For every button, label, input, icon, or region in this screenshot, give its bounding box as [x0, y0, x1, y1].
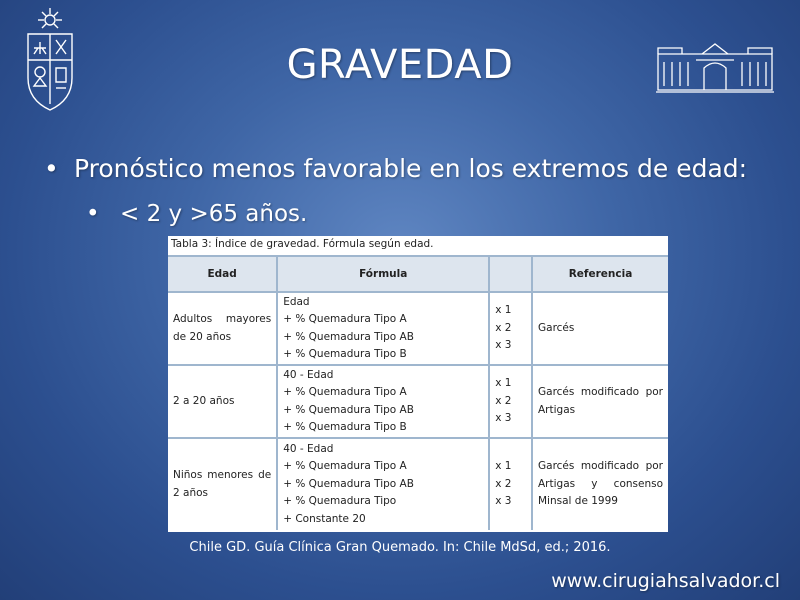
- citation-text: Chile GD. Guía Clínica Gran Quemado. In: Chile MdSd, ed.; 2016.: [189, 540, 611, 555]
- formula-line: + % Quemadura Tipo AB: [283, 403, 414, 416]
- formula-line: + Constante 20: [283, 512, 366, 525]
- formula-line: + % Quemadura Tipo A: [283, 386, 407, 398]
- multiplier-line: x 1: [495, 304, 512, 317]
- multiplier-line: x 1: [495, 377, 512, 390]
- cell-formula: [277, 292, 489, 365]
- bullet-item-1: [44, 154, 747, 183]
- header-multiplier: [489, 256, 532, 292]
- header-referencia: Referencia: [532, 256, 668, 292]
- cell-referencia: Garcés modificado por Artigas: [532, 365, 668, 438]
- cell-referencia: Garcés modificado por Artigas y consenso Minsal de 1999: [532, 438, 668, 530]
- formula-line: 40 - Edad: [283, 368, 334, 381]
- footer-url: www.cirugiahsalvador.cl: [551, 570, 780, 592]
- formula-line: + % Quemadura Tipo: [283, 495, 397, 508]
- severity-table-panel: [168, 236, 668, 532]
- multiplier-line: x 1: [495, 460, 512, 473]
- cell-edad: Niños menores de 2 años: [173, 469, 272, 499]
- table-row: [168, 438, 668, 530]
- bullet-text-2: < 2 y >65 años.: [120, 201, 308, 227]
- cell-multiplier: [489, 365, 532, 438]
- severity-table: [168, 255, 668, 530]
- multiplier-line: x 2: [495, 477, 512, 490]
- table-header-row: [168, 256, 668, 292]
- formula-line: 40 - Edad: [283, 442, 334, 455]
- bullet-dot: •: [86, 201, 100, 227]
- formula-line: + % Quemadura Tipo A: [283, 313, 407, 325]
- cell-referencia: Garcés: [532, 292, 668, 365]
- multiplier-line: x 3: [495, 339, 512, 352]
- cell-edad: Adultos mayores de 20 años: [168, 292, 277, 365]
- formula-line: Edad: [283, 295, 310, 308]
- cell-multiplier: [489, 438, 532, 530]
- formula-line: + % Quemadura Tipo AB: [283, 330, 414, 343]
- multiplier-line: x 3: [495, 495, 512, 508]
- bullet-item-2: [86, 201, 307, 227]
- table-row: [168, 292, 668, 365]
- bullet-text-1: Pronóstico menos favorable en los extremos de edad:: [74, 154, 748, 183]
- multiplier-line: x 3: [495, 412, 512, 425]
- cell-edad: 2 a 20 años: [168, 365, 277, 438]
- formula-line: + % Quemadura Tipo AB: [283, 477, 414, 490]
- multiplier-line: x 2: [495, 321, 512, 334]
- bullet-dot: •: [44, 154, 59, 183]
- cell-formula: [277, 365, 489, 438]
- header-formula: Fórmula: [277, 256, 489, 292]
- slide-title: GRAVEDAD: [286, 42, 514, 88]
- cell-multiplier: [489, 292, 532, 365]
- multiplier-line: x 2: [495, 394, 512, 407]
- formula-line: + % Quemadura Tipo B: [283, 421, 407, 433]
- cell-formula: [277, 438, 489, 530]
- formula-line: + % Quemadura Tipo A: [283, 460, 407, 473]
- table-row: [168, 365, 668, 438]
- table-caption: Tabla 3: Índice de gravedad. Fórmula según edad.: [171, 238, 434, 250]
- header-edad: Edad: [168, 256, 277, 292]
- formula-line: + % Quemadura Tipo B: [283, 348, 407, 360]
